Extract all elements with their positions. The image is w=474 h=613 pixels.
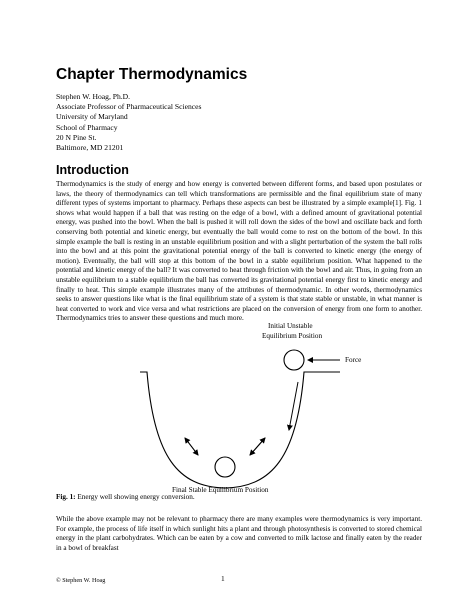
author-name: Stephen W. Hoag, Ph.D. bbox=[56, 92, 131, 101]
intro-paragraph: Thermodynamics is the study of energy and how energy is converted between different forms, and based upon postulates or laws, the theory of thermodynamics can tell which transformations are permissible and the final equilibrium state of many different types of systems important to pharmacy. Perhaps these aspects can best be illustrated by a simple example[1]. Fig. 1 shows what would happen if a ball that was resting on the edge of a bowl, with a defined amount of gravitational potential energy, was pushed into the bowl. When the ball is pushed it will roll down the sides of the bowl and oscillate back and forth conserving both potential and kinetic energy, but eventually the ball would come to rest on the bottom of the bowl. In this simple example the ball is resting in an unstable equilibrium position and with a slight perturbation of the system the ball rolls into the bowl and at this point the gravitational potential energy of the ball is converted to kinetic energy (the energy of motion). Eventually, the ball will stop at this bottom of the bowl in a stable equilibrium position. What happened to the potential and kinetic energy of the ball? It was converted to heat through friction with the bowl and air. Thus, in going from an unstable equilibrium to a stable equilibrium the ball has converted its gravitational potential energy first to kinetic energy and finally to heat. This simple example illustrates many of the attributes of thermodynamic. In other words, thermodynamics seeks to answer questions like what is the final equilibrium state of a system is that state stable or unstable, in what manner is heat converted to work and vice versa and what restrictions are placed on the conversion of energy from one form to another. Thermodynamics tries to answer these questions and much more. bbox=[56, 180, 422, 323]
oscillation-arrow-right-return bbox=[250, 438, 265, 455]
page-number: 1 bbox=[221, 574, 225, 583]
label-equilibrium-position: Equilibrium Position bbox=[262, 332, 323, 340]
author-university: University of Maryland bbox=[56, 112, 128, 122]
oscillation-arrow-left-return bbox=[185, 438, 198, 455]
figure-caption-text: Energy well showing energy conversion. bbox=[75, 493, 195, 501]
bowl-curve bbox=[140, 372, 340, 488]
author-position: Associate Professor of Pharmaceutical Sciences bbox=[56, 102, 202, 112]
page-title: Chapter Thermodynamics bbox=[56, 66, 248, 83]
figure-caption bbox=[56, 493, 195, 501]
author-school: School of Pharmacy bbox=[56, 122, 118, 132]
footer-copyright: © Stephen W. Hoag bbox=[56, 577, 106, 584]
energy-well-diagram bbox=[140, 322, 380, 494]
roll-down-arrow bbox=[289, 382, 298, 430]
label-force: Force bbox=[345, 356, 362, 364]
energy-well-figure bbox=[140, 322, 380, 494]
ball-final bbox=[215, 457, 235, 477]
author-city: Baltimore, MD 21201 bbox=[56, 143, 124, 153]
author-block bbox=[56, 92, 202, 153]
figure-caption-label: Fig. 1: bbox=[56, 493, 76, 501]
author-street: 20 N Pine St. bbox=[56, 132, 97, 142]
label-initial-unstable: Initial Unstable bbox=[268, 322, 313, 330]
body-paragraph: While the above example may not be relevant to pharmacy there are many examples were thermodynamics is very important. For example, the process of life itself in which sunlight hits a plant and through photosynthesis is converted to stored chemical energy in the plant carbohydrates. Which can be eaten by a cow and converted to milk lactose and finally eaten by the reader in a bowl of breakfast bbox=[56, 515, 422, 552]
section-heading-introduction: Introduction bbox=[56, 163, 129, 177]
ball-initial bbox=[284, 350, 304, 370]
label-final-stable: Final Stable Equilibrium Position bbox=[172, 486, 269, 494]
